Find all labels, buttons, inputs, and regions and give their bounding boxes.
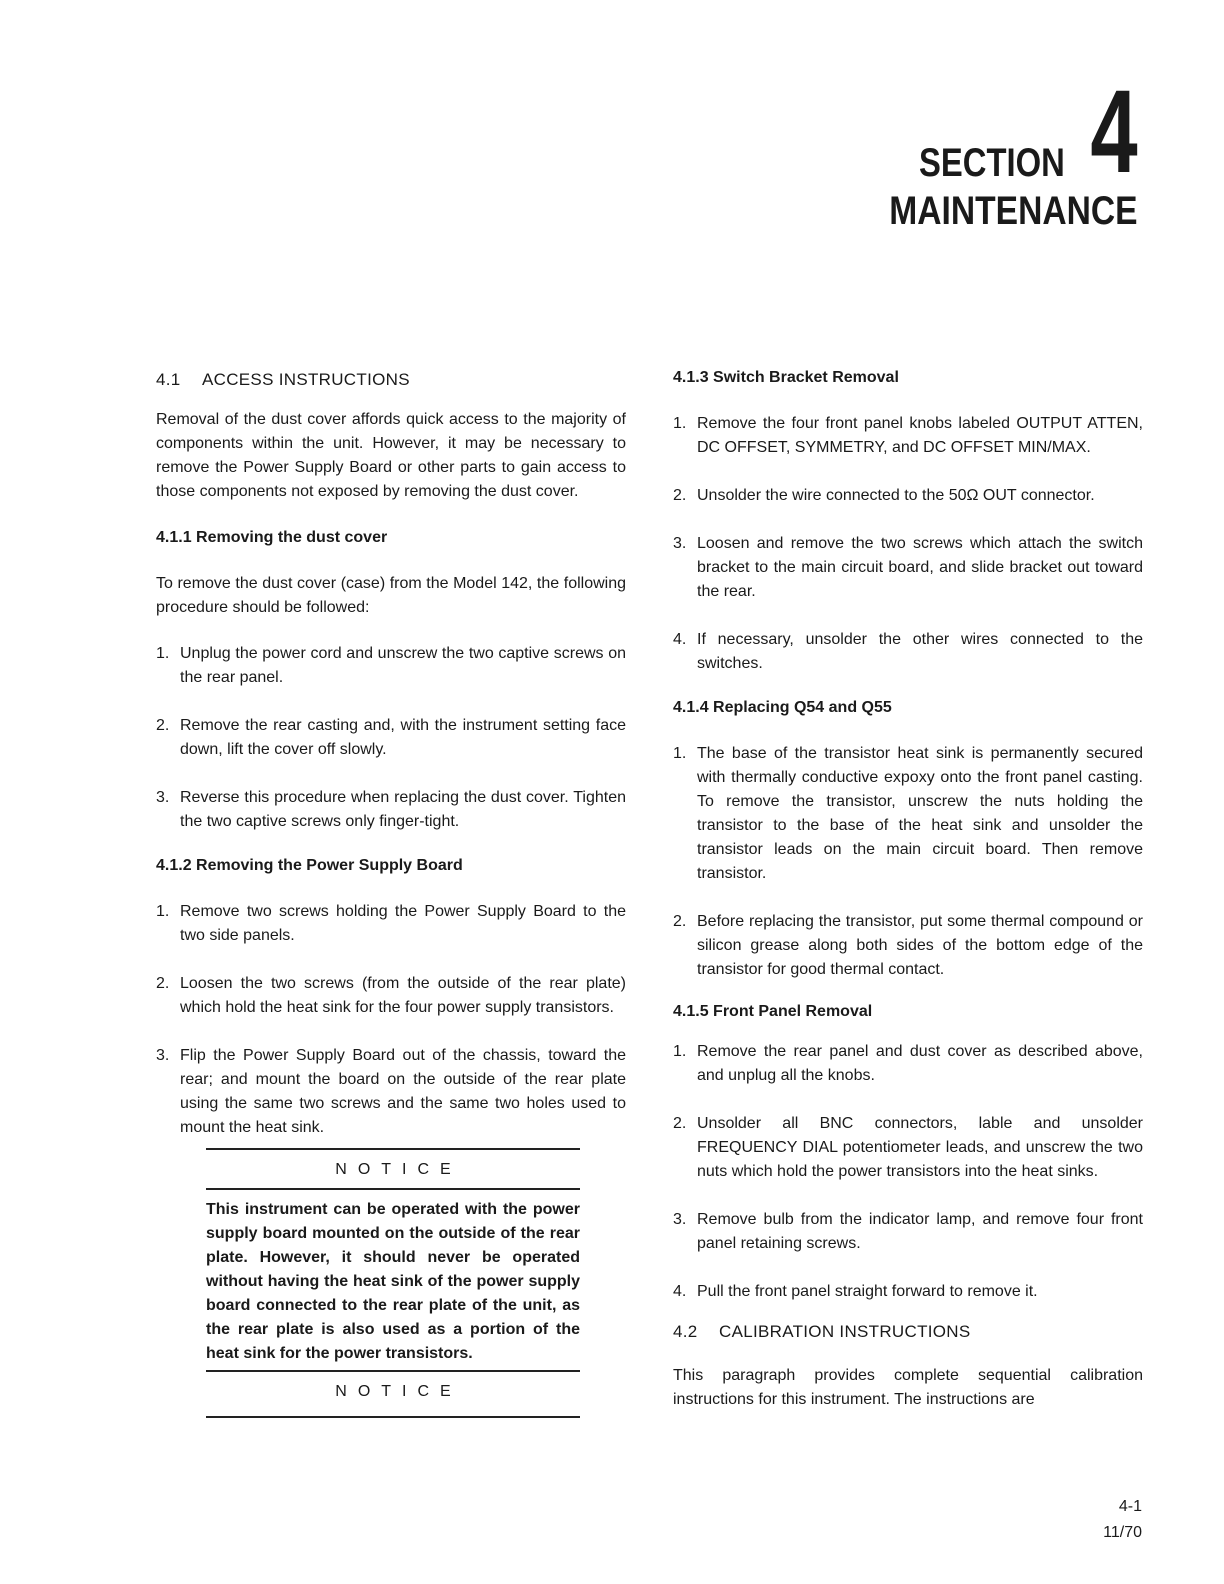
dust-cover-steps (156, 642, 626, 834)
section-header (842, 66, 1138, 234)
list-item (673, 1280, 1143, 1304)
switch-bracket-steps (673, 412, 1143, 676)
step-text: Flip the Power Supply Board out of the chassis, toward the rear; and mount the board on the outside of the rear plate using the same two screws and the same two holes used to mount the heat sink. (180, 1047, 626, 1136)
section-label-row (842, 66, 1138, 198)
heading-4-1 (156, 368, 626, 392)
page-number: 4-1 (1118, 1498, 1142, 1515)
step-text: Remove bulb from the indicator lamp, and remove four front panel retaining screws. (697, 1211, 1143, 1252)
paragraph-access: Removal of the dust cover affords quick access to the majority of components within the unit. However, it may be necessary to remove the Power Supply Board or other parts to gain access to those components not exposed by removing the dust cover. (156, 411, 626, 500)
page-footer (1103, 1494, 1142, 1546)
list-item (156, 900, 626, 948)
step-text: Unplug the power cord and unscrew the two captive screws on the rear panel. (180, 645, 626, 686)
paragraph-calibration: This paragraph provides complete sequential calibration instructions for this instrument. The instructions are (673, 1367, 1143, 1408)
revision-date: 11/70 (1103, 1524, 1142, 1541)
step-number: 2. (156, 975, 170, 992)
list-item (673, 1040, 1143, 1088)
step-number: 3. (156, 1047, 170, 1064)
step-number: 4. (673, 1283, 687, 1300)
heading-text: Removing the dust cover (196, 529, 388, 546)
heading-number: 4.1.4 (673, 699, 709, 716)
step-text: Remove two screws holding the Power Supply Board to the two side panels. (180, 903, 626, 944)
list-item (673, 412, 1143, 460)
step-text: Unsolder all BNC connectors, lable and unsolder FREQUENCY DIAL potentiometer leads, and unscrew the two nuts which hold the power transistors into the heat sinks. (697, 1115, 1143, 1180)
list-item (673, 1208, 1143, 1256)
heading-number: 4.2 (673, 1322, 698, 1341)
step-text: Unsolder the wire connected to the 50Ω OUT connector. (697, 487, 1095, 504)
notice-rule (206, 1416, 580, 1418)
heading-4-1-3 (673, 366, 1143, 390)
heading-4-1-2 (156, 854, 626, 878)
step-number: 4. (673, 631, 687, 648)
step-text: Loosen and remove the two screws which attach the switch bracket to the main circuit board, and slide bracket out toward the rear. (697, 535, 1143, 600)
heading-text: Front Panel Removal (713, 1003, 873, 1020)
step-number: 1. (673, 745, 687, 762)
heading-4-2 (673, 1320, 1143, 1344)
heading-text: Switch Bracket Removal (713, 369, 899, 386)
notice-title: NOTICE (335, 1383, 462, 1400)
step-text: Reverse this procedure when replacing the dust cover. Tighten the two captive screws only finger-tight. (180, 789, 626, 830)
step-text: The base of the transistor heat sink is permanently secured with thermally conductive expoxy onto the front panel casting. To remove the transistor, unscrew the nuts holding the transistor to the base of the heat sink and unsolder the transistor leads on the main circuit board. Then remove transistor. (697, 745, 1143, 882)
heading-number: 4.1.3 (673, 369, 709, 386)
step-text: Pull the front panel straight forward to remove it. (697, 1283, 1038, 1300)
transistor-steps (673, 742, 1143, 982)
list-item (673, 742, 1143, 886)
section-title: MAINTENANCE (889, 189, 1138, 234)
front-panel-steps (673, 1040, 1143, 1304)
list-item (156, 786, 626, 834)
list-item (156, 972, 626, 1020)
heading-text: ACCESS INSTRUCTIONS (202, 370, 410, 389)
step-text: Remove the four front panel knobs labeled OUTPUT ATTEN, DC OFFSET, SYMMETRY, and DC OFFSET MIN/MAX. (697, 415, 1143, 456)
heading-4-1-1 (156, 526, 626, 550)
list-item (673, 628, 1143, 676)
notice-title: NOTICE (335, 1161, 462, 1178)
heading-text: Replacing Q54 and Q55 (713, 699, 892, 716)
notice-box (206, 1148, 580, 1418)
left-column (156, 368, 626, 1418)
list-item (156, 642, 626, 690)
step-number: 2. (156, 717, 170, 734)
section-word: SECTION (918, 141, 1065, 186)
heading-number: 4.1 (156, 370, 181, 389)
heading-number: 4.1.5 (673, 1003, 709, 1020)
paragraph-dust-cover: To remove the dust cover (case) from the Model 142, the following procedure should be followed: (156, 575, 626, 616)
step-number: 1. (156, 645, 170, 662)
step-number: 1. (156, 903, 170, 920)
step-number: 3. (673, 1211, 687, 1228)
step-text: If necessary, unsolder the other wires connected to the switches. (697, 631, 1143, 672)
list-item (673, 532, 1143, 604)
step-text: Remove the rear panel and dust cover as described above, and unplug all the knobs. (697, 1043, 1143, 1084)
heading-number: 4.1.2 (156, 857, 192, 874)
step-text: Remove the rear casting and, with the instrument setting face down, lift the cover off slowly. (180, 717, 626, 758)
heading-number: 4.1.1 (156, 529, 192, 546)
step-number: 2. (673, 1115, 687, 1132)
step-number: 1. (673, 415, 687, 432)
list-item (156, 1044, 626, 1140)
list-item (673, 1112, 1143, 1184)
heading-4-1-5 (673, 1000, 1143, 1024)
step-number: 2. (673, 487, 687, 504)
power-supply-steps (156, 900, 626, 1140)
list-item (673, 484, 1143, 508)
heading-text: Removing the Power Supply Board (196, 857, 463, 874)
step-text: Before replacing the transistor, put some thermal compound or silicon grease along both sides of the bottom edge of the transistor for good thermal contact. (697, 913, 1143, 978)
section-number: 4 (1090, 66, 1138, 198)
right-column (673, 366, 1143, 1434)
step-number: 3. (673, 535, 687, 552)
notice-body: This instrument can be operated with the power supply board mounted on the outside of the rear plate. However, it should never be operated without having the heat sink of the power supply board connected to the rear plate of the unit, as the rear plate is also used as a portion of the heat sink for the power transistors. (206, 1201, 580, 1362)
step-text: Loosen the two screws (from the outside of the rear plate) which hold the heat sink for the four power supply transistors. (180, 975, 626, 1016)
list-item (673, 910, 1143, 982)
heading-text: CALIBRATION INSTRUCTIONS (719, 1322, 971, 1341)
heading-4-1-4 (673, 696, 1143, 720)
step-number: 2. (673, 913, 687, 930)
step-number: 3. (156, 789, 170, 806)
step-number: 1. (673, 1043, 687, 1060)
list-item (156, 714, 626, 762)
